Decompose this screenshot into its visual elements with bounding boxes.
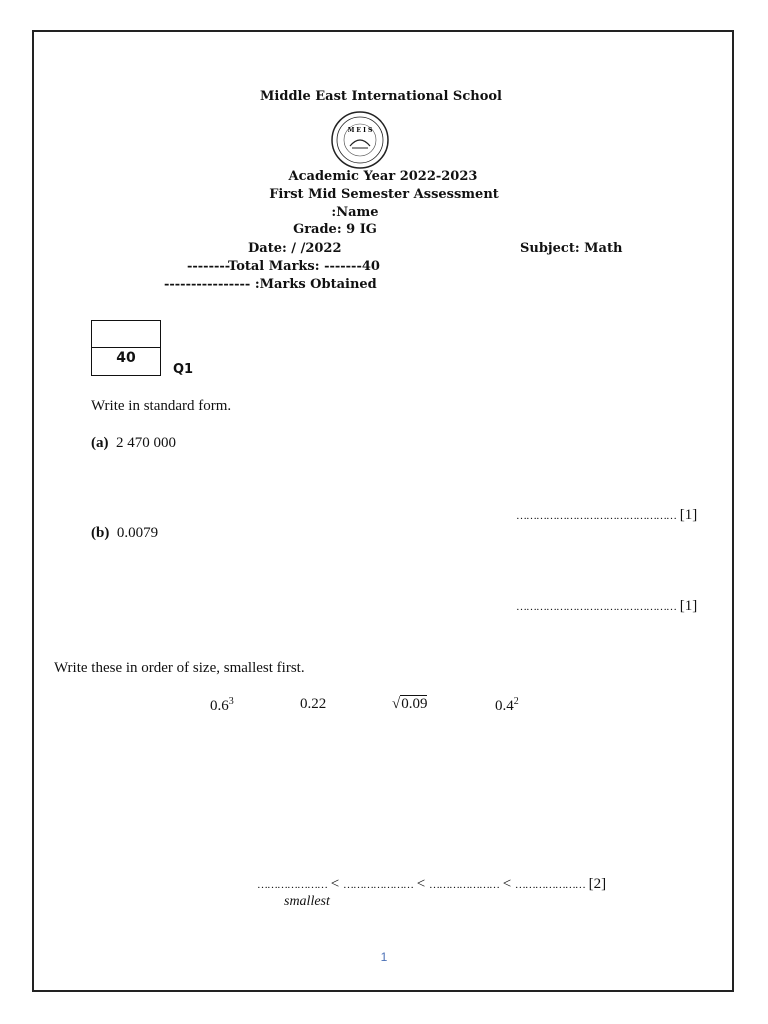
marks-indicator: [1] <box>679 598 698 614</box>
answer-blank-1[interactable]: ………………… <box>257 879 327 891</box>
page-number: 1 <box>380 950 388 964</box>
q1-part-a <box>91 435 176 452</box>
answer-line[interactable]: ………………………………………… <box>516 510 676 522</box>
school-seal-icon <box>330 110 390 170</box>
value-base: 0.22 <box>300 696 327 712</box>
marks-indicator: [2] <box>588 876 607 892</box>
answer-blank-3[interactable]: ………………… <box>428 879 499 891</box>
less-than-2: < <box>416 876 426 892</box>
q1-part-a-tag: (a) <box>91 435 109 451</box>
name-label: :Name <box>331 205 379 220</box>
q2-value-4 <box>495 696 519 715</box>
date-label: Date: / /2022 <box>248 241 342 256</box>
q1-part-b-value: 0.0079 <box>116 525 159 541</box>
q1-part-b <box>91 525 158 542</box>
smallest-label: smallest <box>284 894 330 909</box>
question-1-label: Q1 <box>173 362 194 377</box>
sqrt-symbol: √ <box>392 696 401 712</box>
value-base: 0.6 <box>210 698 229 714</box>
answer-blank-2[interactable]: ………………… <box>342 879 413 891</box>
marks-indicator: [1] <box>679 507 698 523</box>
q1-part-a-value: 2 470 000 <box>116 435 176 451</box>
value-exponent: 2 <box>513 696 519 707</box>
q2-value-3 <box>392 696 427 713</box>
answer-blank-4[interactable]: ………………… <box>514 879 585 891</box>
academic-year: Academic Year 2022-2023 <box>288 169 478 184</box>
assessment-title: First Mid Semester Assessment <box>269 187 499 202</box>
q1-part-b-answer[interactable] <box>516 598 697 615</box>
sqrt-icon <box>392 696 427 713</box>
q2-value-1 <box>210 696 234 715</box>
grade-label: Grade: 9 IG <box>293 222 377 237</box>
total-marks: --------Total Marks: -------40 <box>187 259 380 274</box>
seal-text: M E I S <box>347 127 373 134</box>
subject-label: Subject: Math <box>520 241 623 256</box>
q2-instruction: Write these in order of size, smallest first. <box>54 660 305 676</box>
q1-part-a-answer[interactable] <box>516 507 697 524</box>
value-base: 0.09 <box>401 696 428 712</box>
value-exponent: 3 <box>228 696 234 707</box>
value-base: 0.4 <box>495 698 514 714</box>
marks-box <box>91 320 161 376</box>
q2-answer-row <box>257 876 606 893</box>
marks-obtained: ---------------- :Marks Obtained <box>164 277 377 292</box>
answer-line[interactable]: ………………………………………… <box>516 601 676 613</box>
less-than-3: < <box>502 876 512 892</box>
q1-instruction: Write in standard form. <box>91 398 232 414</box>
q2-value-2 <box>300 696 326 713</box>
school-name: Middle East International School <box>260 89 502 104</box>
marks-box-total: 40 <box>116 350 136 366</box>
less-than-1: < <box>330 876 340 892</box>
marks-box-divider <box>92 347 160 348</box>
q1-part-b-tag: (b) <box>91 525 110 541</box>
